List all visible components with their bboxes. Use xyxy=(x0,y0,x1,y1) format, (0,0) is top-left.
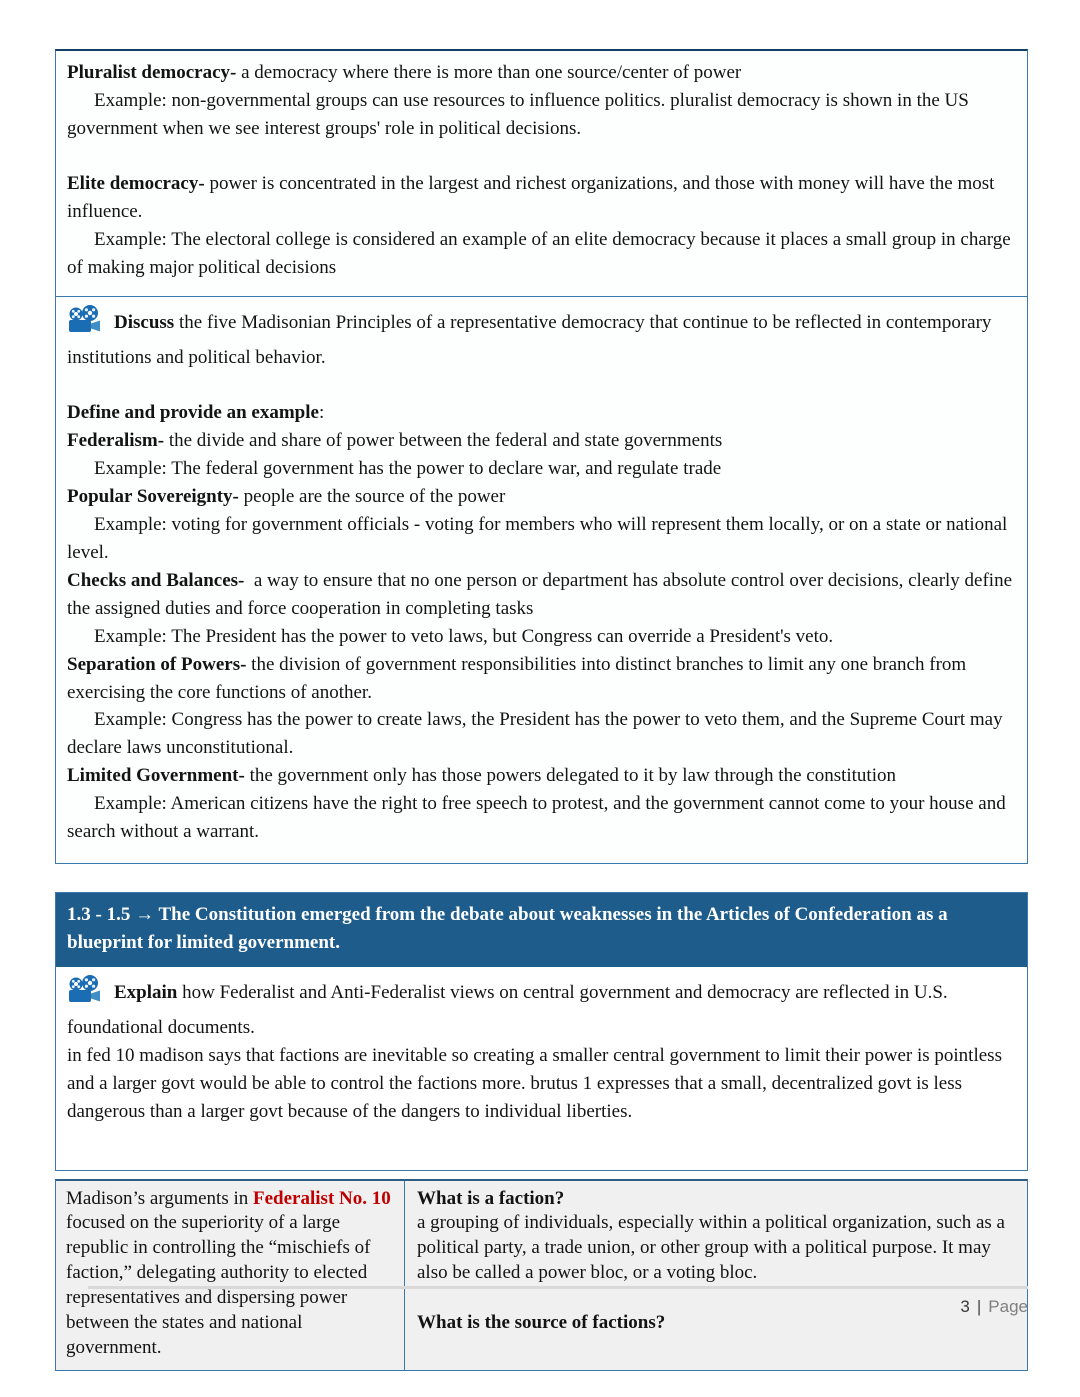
separation-powers-term: Separation of Powers- xyxy=(67,653,247,675)
define-heading-text: Define and provide an example xyxy=(67,402,319,424)
discuss-keyword: Discuss xyxy=(114,312,175,334)
federalist-no10-highlight: Federalist No. 10 xyxy=(253,1187,391,1209)
constitution-section-table xyxy=(55,892,1028,1170)
discuss-text: the five Madisonian Principles of a representative democracy that continue to be reflected in contemporary institutions and political behavior. xyxy=(67,312,992,369)
page-label: Page xyxy=(988,1297,1028,1316)
elite-democracy-definition: power is concentrated in the largest and richest organizations, and those with money will have the most influence. xyxy=(67,172,995,222)
limited-government-term: Limited Government- xyxy=(67,765,245,787)
explain-answer: in fed 10 madison says that factions are inevitable so creating a smaller central government to limit their power is pointless and a larger govt would be able to control the factions more. brutus 1 expresses that a small, decentralized govt is less dangerous than a larger govt because of the dangers to individual liberties. xyxy=(67,1044,1002,1122)
faction-answer-1: a grouping of individuals, especially within a political organization, such as a political party, a trade union, or other group with a political purpose. It may also be called a power bloc, or a voting bloc. xyxy=(417,1212,1005,1284)
explain-keyword: Explain xyxy=(114,981,178,1003)
faction-question-2-text: What is the source of factions? xyxy=(417,1312,666,1333)
elite-democracy-term: Elite democracy- xyxy=(67,172,205,194)
separation-powers-example: Example: Congress has the power to create laws, the President has the power to veto them, and the Supreme Court may declare laws unconstitutional. xyxy=(67,709,1003,759)
discuss-prompt xyxy=(67,305,1015,372)
popular-sovereignty-definition: people are the source of the power xyxy=(238,486,506,508)
blank-line xyxy=(67,372,1015,399)
madison-federalist-cell xyxy=(56,1181,405,1370)
checks-balances-example: Example: The President has the power to veto laws, but Congress can override a President's veto. xyxy=(94,625,834,647)
pluralist-democracy-example: Example: non-governmental groups can use resources to influence politics. pluralist democracy is shown in the US government when we see interest groups' role in political decisions. xyxy=(67,89,969,139)
checks-balances-term: Checks and Balances- xyxy=(67,569,245,591)
popular-sovereignty-term: Popular Sovereignty- xyxy=(67,486,239,508)
explain-text: how Federalist and Anti-Federalist views on central government and democracy are reflected in U.S. foundational documents. xyxy=(67,981,948,1038)
pluralist-democracy-definition: a democracy where there is more than one source/center of power xyxy=(236,62,742,83)
section-header-text: 1.3 - 1.5 → The Constitution emerged from the debate about weaknesses in the Articles of Confederation as a blueprint for limited government. xyxy=(67,904,948,953)
page-number: 3 xyxy=(960,1297,970,1316)
define-heading xyxy=(67,399,1015,427)
separation-powers-paragraph xyxy=(67,651,1015,707)
federalism-example: Example: The federal government has the power to declare war, and regulate trade xyxy=(94,458,722,480)
faction-questions-cell xyxy=(405,1181,1027,1370)
faction-question-1-text: What is a faction? xyxy=(417,1187,565,1209)
footer-separator: | xyxy=(976,1297,982,1316)
explain-cell xyxy=(56,967,1027,1170)
limited-government-paragraph xyxy=(67,762,1015,790)
explain-prompt xyxy=(67,975,1015,1042)
elite-democracy-paragraph xyxy=(67,170,1015,226)
define-heading-colon: : xyxy=(318,402,325,424)
popular-sovereignty-paragraph xyxy=(67,483,1015,511)
limited-government-definition: the government only has those powers delegated to it by law through the constitution xyxy=(244,765,896,787)
popular-sovereignty-example: Example: voting for government officials - voting for members who will represent them locally, or on a state or national level. xyxy=(67,513,1008,563)
madison-text-post: focused on the superiority of a large republic in controlling the “mischiefs of faction,” delegating authority to elected representatives and dispersing power between the states and national government. xyxy=(66,1212,371,1358)
checks-balances-paragraph xyxy=(67,567,1015,623)
faction-table xyxy=(55,1179,1028,1371)
separation-powers-definition: the division of government responsibilities into distinct branches to limit any one branch from exercising the core functions of another. xyxy=(67,653,967,703)
faction-question-1 xyxy=(417,1187,1013,1212)
page-footer xyxy=(88,1286,1028,1320)
madisonian-principles-cell xyxy=(56,297,1027,863)
pluralist-democracy-term: Pluralist democracy- xyxy=(67,62,237,83)
elite-democracy-example: Example: The electoral college is considered an example of an elite democracy because it places a small group in charge of making major political decisions xyxy=(67,228,1011,278)
democracy-definitions-cell xyxy=(56,51,1027,297)
limited-government-example: Example: American citizens have the right to free speech to protest, and the government cannot come to your house and search without a warrant. xyxy=(67,793,1006,843)
federalism-definition: the divide and share of power between the federal and state governments xyxy=(164,430,723,452)
section-header-bar xyxy=(56,893,1027,967)
federalism-term: Federalism- xyxy=(67,430,165,452)
madison-text-pre: Madison’s arguments in xyxy=(66,1187,254,1209)
checks-balances-definition: a way to ensure that no one person or department has absolute control over decisions, clearly define the assigned duties and force cooperation in completing tasks xyxy=(67,569,1013,619)
definitions-table xyxy=(55,49,1028,864)
pluralist-democracy-paragraph xyxy=(67,59,1015,87)
movie-camera-icon xyxy=(67,305,105,344)
blank-line xyxy=(67,143,1015,170)
federalism-paragraph xyxy=(67,427,1015,455)
document-page xyxy=(55,49,1028,1371)
movie-camera-icon xyxy=(67,975,105,1014)
